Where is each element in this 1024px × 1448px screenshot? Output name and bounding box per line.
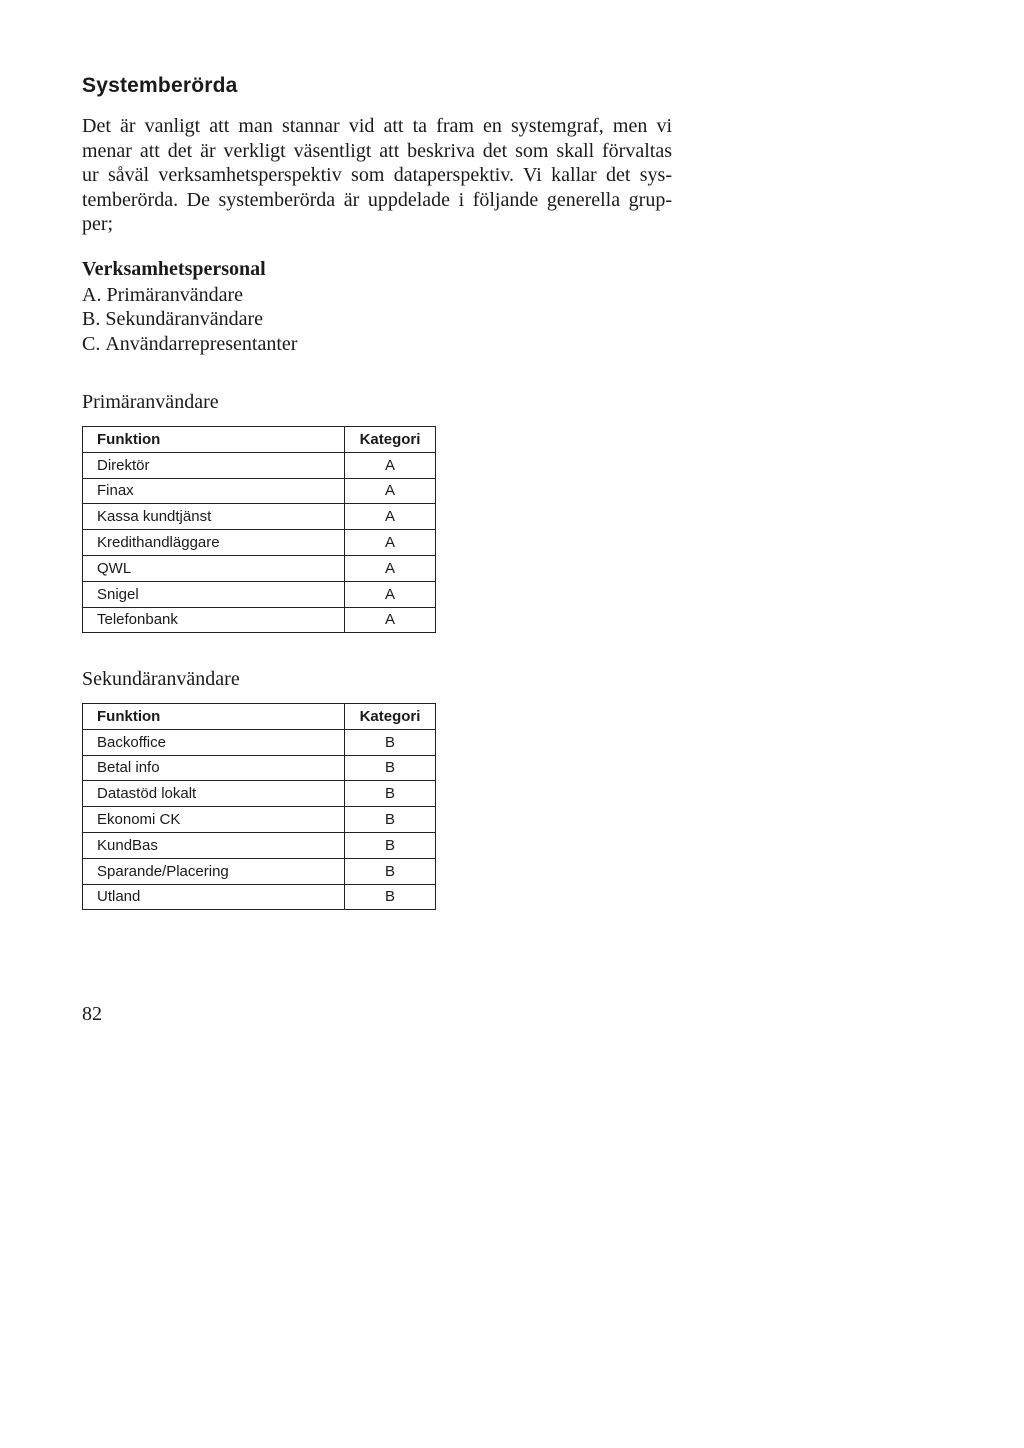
- primary-table-caption: Primäranvändare: [82, 391, 219, 413]
- cell-funktion: Backoffice: [83, 729, 345, 755]
- intro-paragraph: [82, 114, 672, 237]
- group-item-letter: A.: [82, 284, 102, 306]
- table-row: [83, 729, 436, 755]
- intro-line: per;: [82, 213, 114, 236]
- table-row: [83, 781, 436, 807]
- table-row: [83, 478, 436, 504]
- table-row: [83, 755, 436, 781]
- cell-kategori: B: [345, 807, 436, 833]
- cell-funktion: Finax: [83, 478, 345, 504]
- cell-kategori: B: [345, 858, 436, 884]
- table-row: [83, 530, 436, 556]
- intro-line: ur såväl verksamhetsperspektiv som dataperspektiv. Vi kallar det sys-: [82, 164, 672, 187]
- cell-kategori: A: [345, 607, 436, 633]
- column-header-funktion: Funktion: [83, 427, 345, 453]
- cell-funktion: Utland: [83, 884, 345, 910]
- intro-line: temberörda. De systemberörda är uppdelade i följande generella grup-: [82, 188, 672, 211]
- table-row: [83, 884, 436, 910]
- page-number: 82: [82, 1003, 102, 1025]
- cell-kategori: A: [345, 530, 436, 556]
- cell-funktion: Kredithandläggare: [83, 530, 345, 556]
- cell-funktion: Sparande/Placering: [83, 858, 345, 884]
- column-header-funktion: Funktion: [83, 704, 345, 730]
- table-row: [83, 832, 436, 858]
- cell-kategori: A: [345, 555, 436, 581]
- cell-kategori: B: [345, 781, 436, 807]
- table-row: [83, 504, 436, 530]
- cell-kategori: A: [345, 504, 436, 530]
- table-row: [83, 858, 436, 884]
- group-item-label: Primäranvändare: [106, 284, 244, 306]
- cell-kategori: B: [345, 755, 436, 781]
- cell-funktion: Direktör: [83, 452, 345, 478]
- cell-funktion: QWL: [83, 555, 345, 581]
- cell-funktion: Ekonomi CK: [83, 807, 345, 833]
- cell-kategori: B: [345, 729, 436, 755]
- section-heading: Systemberörda: [82, 74, 238, 97]
- column-header-kategori: Kategori: [345, 427, 436, 453]
- secondary-table-caption: Sekundäranvändare: [82, 668, 240, 690]
- table-row: [83, 581, 436, 607]
- cell-kategori: B: [345, 884, 436, 910]
- cell-kategori: A: [345, 478, 436, 504]
- group-item-letter: B.: [82, 308, 101, 331]
- cell-funktion: Telefonbank: [83, 607, 345, 633]
- group-item-c: [82, 332, 297, 356]
- table-row: [83, 452, 436, 478]
- cell-kategori: A: [345, 581, 436, 607]
- cell-funktion: Betal info: [83, 755, 345, 781]
- table-header-row: [83, 427, 436, 453]
- group-item-letter: C.: [82, 332, 101, 355]
- intro-line: menar att det är verkligt väsentligt att beskriva det som skall förvaltas: [82, 139, 672, 162]
- cell-funktion: KundBas: [83, 832, 345, 858]
- table-row: [83, 555, 436, 581]
- cell-kategori: B: [345, 832, 436, 858]
- table-row: [83, 807, 436, 833]
- intro-line: Det är vanligt att man stannar vid att ta fram en systemgraf, men vi: [82, 115, 672, 137]
- group-item-label: Användarrepresentanter: [105, 332, 298, 355]
- column-header-kategori: Kategori: [345, 704, 436, 730]
- cell-funktion: Snigel: [83, 581, 345, 607]
- group-item-label: Sekundäranvändare: [105, 308, 264, 331]
- table-header-row: [83, 704, 436, 730]
- cell-funktion: Kassa kundtjänst: [83, 504, 345, 530]
- group-list: [82, 283, 297, 356]
- cell-funktion: Datastöd lokalt: [83, 781, 345, 807]
- primary-users-table: [82, 426, 436, 633]
- group-item-b: [82, 307, 297, 331]
- table-row: [83, 607, 436, 633]
- group-heading: Verksamhetspersonal: [82, 258, 266, 280]
- secondary-users-table: [82, 703, 436, 910]
- group-item-a: [82, 283, 297, 307]
- cell-kategori: A: [345, 452, 436, 478]
